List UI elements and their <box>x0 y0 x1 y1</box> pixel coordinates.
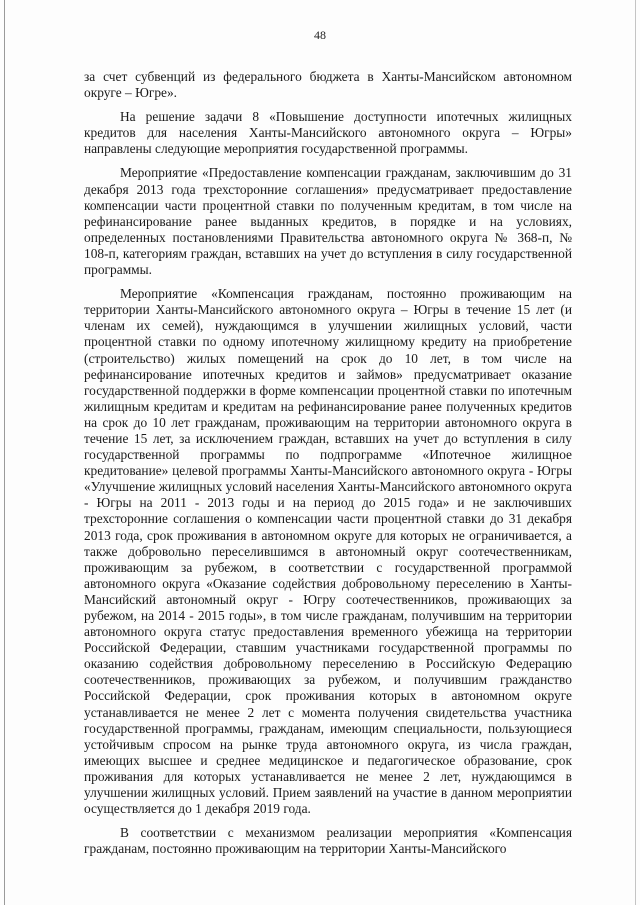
page-number: 48 <box>314 28 326 42</box>
paragraph-mechanism: В соответствии с механизмом реализации мероприятия «Компенсация гражданам, постоянно проживающим на территории Ханты-Мансийского <box>84 825 572 857</box>
page-right-edge <box>635 0 636 905</box>
paragraph-compensation-residents: Мероприятие «Компенсация гражданам, постоянно проживающим на территории Ханты-Мансийского автономного округа – Югры в течение 15 лет (и членам их семей), нуждающимся в улучшении жилищных условий, части процентной ставки по одному ипотечному жилищному кредиту на приобретение (строительство) жилых помещений на срок до 10 лет, в том числе на рефинансирование ипотечных кредитов и займов» предусматривает оказание государственной поддержки в форме компенсации процентной ставки по ипотечным жилищным кредитам и кредитам на рефинансирование ранее полученных кредитов на срок до 10 лет гражданам, проживающим на территории автономного округа в течение 15 лет, за исключением граждан, вставших на учет до вступления в силу государственной программы по подпрограмме «Ипотечное жилищное кредитование» целевой программы Ханты-Мансийского автономного округа - Югры «Улучшение жилищных условий населения Ханты-Мансийского автономного округа - Югры на 2011 - 2013 годы и на период до 2015 года» и не заключивших трехсторонние соглашения о компенсации части процентной ставки до 31 декабря 2013 года, срок проживания в автономном округе для которых не ограничивается, а также добровольно переселившимся в автономный округ соотечественникам, проживающим за рубежом, в соответствии с государственной программой автономного округа «Оказание содействия добровольному переселению в Ханты-Мансийский автономный округ - Югру соотечественников, проживающих за рубежом, на 2014 - 2015 годы», в том числе гражданам, получившим на территории автономного округа статус предоставления временного убежища на территории Российской Федерации, ставшим участниками государственной программы по оказанию содействия добровольному переселению в Российскую Федерацию соотечественников, проживающих за рубежом, и получившим гражданство Российской Федерации, срок проживания которых в автономном округе устанавливается не менее 2 лет с момента получения свидетельства участника государственной программы, гражданам, имеющим специальности, пользующиеся устойчивым спросом на рынке труда автономного округа, из числа граждан, имеющих высшее и среднее медицинское и педагогическое образование, срок проживания для которых устанавливается не менее 2 лет, нуждающимся в улучшении жилищных условий. Прием заявлений на участие в данном мероприятии осуществляется до 1 декабря 2019 года. <box>84 286 572 817</box>
paragraph-continuation: за счет субвенций из федерального бюджета в Ханты-Мансийском автономном округе – Югре». <box>84 69 572 101</box>
paragraph-compensation-agreements: Мероприятие «Предоставление компенсации гражданам, заключившим до 31 декабря 2013 года трехсторонние соглашения» предусматривает предоставление компенсации части процентной ставки по полученным кредитам, в том числе на рефинансирование ранее выданных кредитов, в порядке и на условиях, определенных постановлениями Правительства автономного округа № 368-п, № 108-п, категориям граждан, вставших на учет до вступления в силу государственной программы. <box>84 165 572 278</box>
page-left-edge <box>4 0 5 905</box>
paragraph-task-8: На решение задачи 8 «Повышение доступности ипотечных жилищных кредитов для населения Ханты-Мансийского автономного округа – Югры» направлены следующие мероприятия государственной программы. <box>84 109 572 157</box>
document-body <box>84 69 572 857</box>
